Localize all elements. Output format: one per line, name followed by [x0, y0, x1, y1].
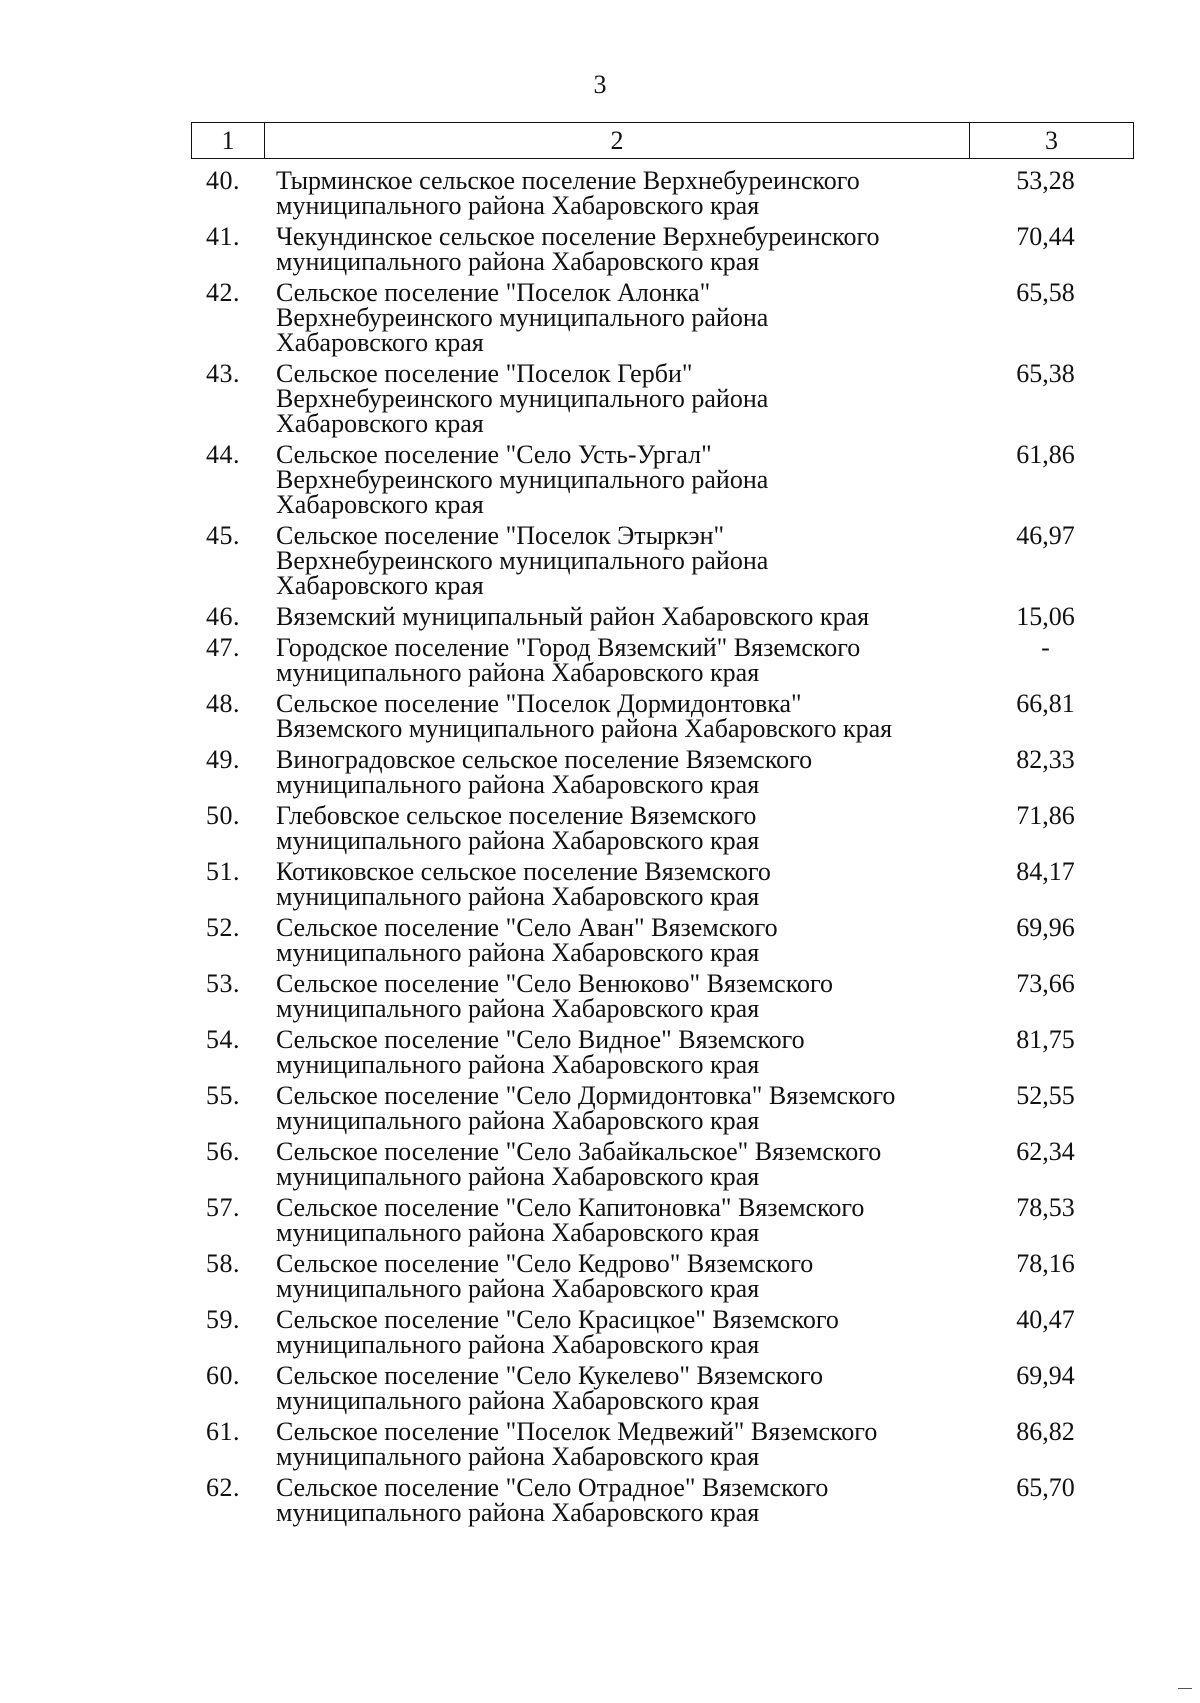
settlement-name-line: муниципального района Хабаровского края [276, 1218, 760, 1247]
table-row [191, 1419, 1134, 1469]
row-number: 56. [206, 1137, 240, 1166]
table-row [191, 971, 1134, 1021]
settlement-name-line: Сельское поселение "Село Забайкальское" Вяземского [276, 1137, 882, 1166]
settlement-name-line: Хабаровского края [276, 490, 484, 519]
settlement-name-line: Сельское поселение "Поселок Медвежий" Вяземского [276, 1417, 878, 1446]
settlement-name-line: Сельское поселение "Село Усть-Ургал" [276, 440, 712, 469]
row-number: 46. [206, 602, 240, 631]
row-number: 40. [206, 166, 240, 195]
header-col-number: 1 [192, 123, 265, 158]
row-number: 42. [206, 278, 240, 307]
row-value: 62,34 [1016, 1137, 1075, 1166]
settlement-name-line: Верхнебуреинского муниципального района [276, 303, 769, 332]
settlement-name-line: муниципального района Хабаровского края [276, 826, 760, 855]
settlement-name [264, 859, 969, 909]
table-row [191, 1363, 1134, 1413]
row-value: 52,55 [1016, 1081, 1075, 1110]
row-number: 48. [206, 689, 240, 718]
row-value: 53,28 [1016, 166, 1075, 195]
settlement-name [264, 1419, 969, 1469]
table-body [191, 168, 1134, 1531]
table-row [191, 168, 1134, 218]
row-value: 81,75 [1016, 1025, 1075, 1054]
settlement-name-line: Сельское поселение "Село Капитоновка" Вяземского [276, 1193, 865, 1222]
table-row [191, 1475, 1134, 1525]
settlement-name [264, 635, 969, 685]
settlement-name-line: Сельское поселение "Поселок Дормидонтовка" [276, 689, 802, 718]
table-row [191, 604, 1134, 629]
settlement-name [264, 747, 969, 797]
settlement-name-line: Хабаровского края [276, 328, 484, 357]
settlement-name-line: Чекундинское сельское поселение Верхнебуреинского [276, 222, 880, 251]
row-number: 43. [206, 359, 240, 388]
row-number: 55. [206, 1081, 240, 1110]
settlement-name-line: Сельское поселение "Село Аван" Вяземского [276, 913, 778, 942]
table-row [191, 1251, 1134, 1301]
table-row [191, 1139, 1134, 1189]
row-number: 52. [206, 913, 240, 942]
table-row [191, 224, 1134, 274]
table-row [191, 747, 1134, 797]
row-value: 70,44 [1016, 222, 1075, 251]
row-value: 46,97 [1016, 521, 1075, 550]
settlement-name-line: муниципального района Хабаровского края [276, 1050, 760, 1079]
row-number: 44. [206, 440, 240, 469]
page-number: 3 [593, 70, 607, 99]
row-value: 65,58 [1016, 278, 1075, 307]
table-header [191, 122, 1134, 159]
table-row [191, 915, 1134, 965]
row-value: 65,70 [1016, 1473, 1075, 1502]
settlement-name [264, 1475, 969, 1525]
settlement-name-line: Сельское поселение "Село Венюково" Вяземского [276, 969, 834, 998]
row-number: 45. [206, 521, 240, 550]
row-value: 73,66 [1016, 969, 1075, 998]
table-row [191, 859, 1134, 909]
row-value: 40,47 [1016, 1305, 1075, 1334]
table-row [191, 442, 1134, 517]
settlement-name [264, 971, 969, 1021]
row-number: 59. [206, 1305, 240, 1334]
settlement-name-line: муниципального района Хабаровского края [276, 994, 760, 1023]
settlement-name [264, 691, 969, 741]
row-number: 53. [206, 969, 240, 998]
table-row [191, 361, 1134, 436]
settlement-name-line: Сельское поселение "Поселок Герби" [276, 359, 693, 388]
settlement-name-line: муниципального района Хабаровского края [276, 1106, 760, 1135]
settlement-name-line: муниципального района Хабаровского края [276, 1386, 760, 1415]
row-number: 54. [206, 1025, 240, 1054]
row-value: 78,16 [1016, 1249, 1075, 1278]
settlement-name-line: Хабаровского края [276, 571, 484, 600]
settlement-name-line: Виноградовское сельское поселение Вяземского [276, 745, 813, 774]
settlement-name-line: Верхнебуреинского муниципального района [276, 465, 769, 494]
settlement-name-line: Глебовское сельское поселение Вяземского [276, 801, 757, 830]
row-value: 61,86 [1016, 440, 1075, 469]
row-value: 15,06 [1016, 602, 1075, 631]
settlement-name [264, 224, 969, 274]
header-col-name: 2 [265, 123, 970, 158]
row-number: 51. [206, 857, 240, 886]
settlement-name-line: муниципального района Хабаровского края [276, 658, 760, 687]
row-value: 65,38 [1016, 359, 1075, 388]
table-row [191, 1027, 1134, 1077]
settlement-name-line: муниципального района Хабаровского края [276, 191, 760, 220]
settlement-name [264, 1027, 969, 1077]
settlement-name [264, 915, 969, 965]
settlement-name-line: Сельское поселение "Село Отрадное" Вяземского [276, 1473, 829, 1502]
settlement-name [264, 604, 969, 629]
settlement-name-line: муниципального района Хабаровского края [276, 247, 760, 276]
settlement-name-line: Сельское поселение "Село Кукелево" Вяземского [276, 1361, 823, 1390]
row-value: 71,86 [1016, 801, 1075, 830]
table-row [191, 635, 1134, 685]
settlement-name-line: муниципального района Хабаровского края [276, 770, 760, 799]
settlement-name [264, 168, 969, 218]
row-value: 66,81 [1016, 689, 1075, 718]
row-value: 69,96 [1016, 913, 1075, 942]
row-number: 61. [206, 1417, 240, 1446]
settlement-name-line: Хабаровского края [276, 409, 484, 438]
row-number: 58. [206, 1249, 240, 1278]
settlement-name-line: Сельское поселение "Село Красицкое" Вяземского [276, 1305, 839, 1334]
row-number: 49. [206, 745, 240, 774]
row-number: 60. [206, 1361, 240, 1390]
settlement-name-line: Котиковское сельское поселение Вяземского [276, 857, 771, 886]
row-value: 86,82 [1016, 1417, 1075, 1446]
table-row [191, 1307, 1134, 1357]
row-number: 47. [206, 633, 240, 662]
settlement-name [264, 1195, 969, 1245]
settlement-name-line: муниципального района Хабаровского края [276, 1274, 760, 1303]
settlement-name [264, 1251, 969, 1301]
settlement-name [264, 442, 969, 517]
settlement-name-line: Сельское поселение "Село Дормидонтовка" Вяземского [276, 1081, 896, 1110]
settlement-name-line: муниципального района Хабаровского края [276, 1442, 760, 1471]
settlement-name-line: Вяземского муниципального района Хабаровского края [276, 714, 893, 743]
row-number: 50. [206, 801, 240, 830]
settlement-name [264, 1083, 969, 1133]
row-number: 62. [206, 1473, 240, 1502]
scan-mark [1178, 1688, 1192, 1689]
settlement-name-line: муниципального района Хабаровского края [276, 882, 760, 911]
settlement-name-line: Сельское поселение "Поселок Алонка" [276, 278, 711, 307]
header-col-value: 3 [1045, 125, 1058, 155]
settlement-name-line: муниципального района Хабаровского края [276, 938, 760, 967]
settlement-name-line: Верхнебуреинского муниципального района [276, 546, 769, 575]
settlement-name-line: Верхнебуреинского муниципального района [276, 384, 769, 413]
row-value: 82,33 [1016, 745, 1075, 774]
table-row [191, 803, 1134, 853]
row-number: 57. [206, 1193, 240, 1222]
row-value: 84,17 [1016, 857, 1075, 886]
row-value: 78,53 [1016, 1193, 1075, 1222]
settlement-name-line: муниципального района Хабаровского края [276, 1162, 760, 1191]
table-row [191, 691, 1134, 741]
settlement-name [264, 1307, 969, 1357]
settlement-name-line: Вяземский муниципальный район Хабаровского края [276, 602, 870, 631]
settlement-name [264, 361, 969, 436]
settlement-name [264, 280, 969, 355]
settlement-name-line: муниципального района Хабаровского края [276, 1498, 760, 1527]
row-number: 41. [206, 222, 240, 251]
row-value: - [1041, 633, 1050, 662]
table-row [191, 1195, 1134, 1245]
settlement-name-line: Сельское поселение "Поселок Этыркэн" [276, 521, 725, 550]
settlement-name-line: муниципального района Хабаровского края [276, 1330, 760, 1359]
settlement-name [264, 523, 969, 598]
table-row [191, 280, 1134, 355]
row-value: 69,94 [1016, 1361, 1075, 1390]
table-row [191, 1083, 1134, 1133]
settlement-name [264, 803, 969, 853]
table-row [191, 523, 1134, 598]
settlement-name [264, 1139, 969, 1189]
settlement-name [264, 1363, 969, 1413]
settlement-name-line: Городское поселение "Город Вяземский" Вяземского [276, 633, 861, 662]
settlement-name-line: Тырминское сельское поселение Верхнебуреинского [276, 166, 860, 195]
settlement-name-line: Сельское поселение "Село Видное" Вяземского [276, 1025, 805, 1054]
settlement-name-line: Сельское поселение "Село Кедрово" Вяземского [276, 1249, 814, 1278]
